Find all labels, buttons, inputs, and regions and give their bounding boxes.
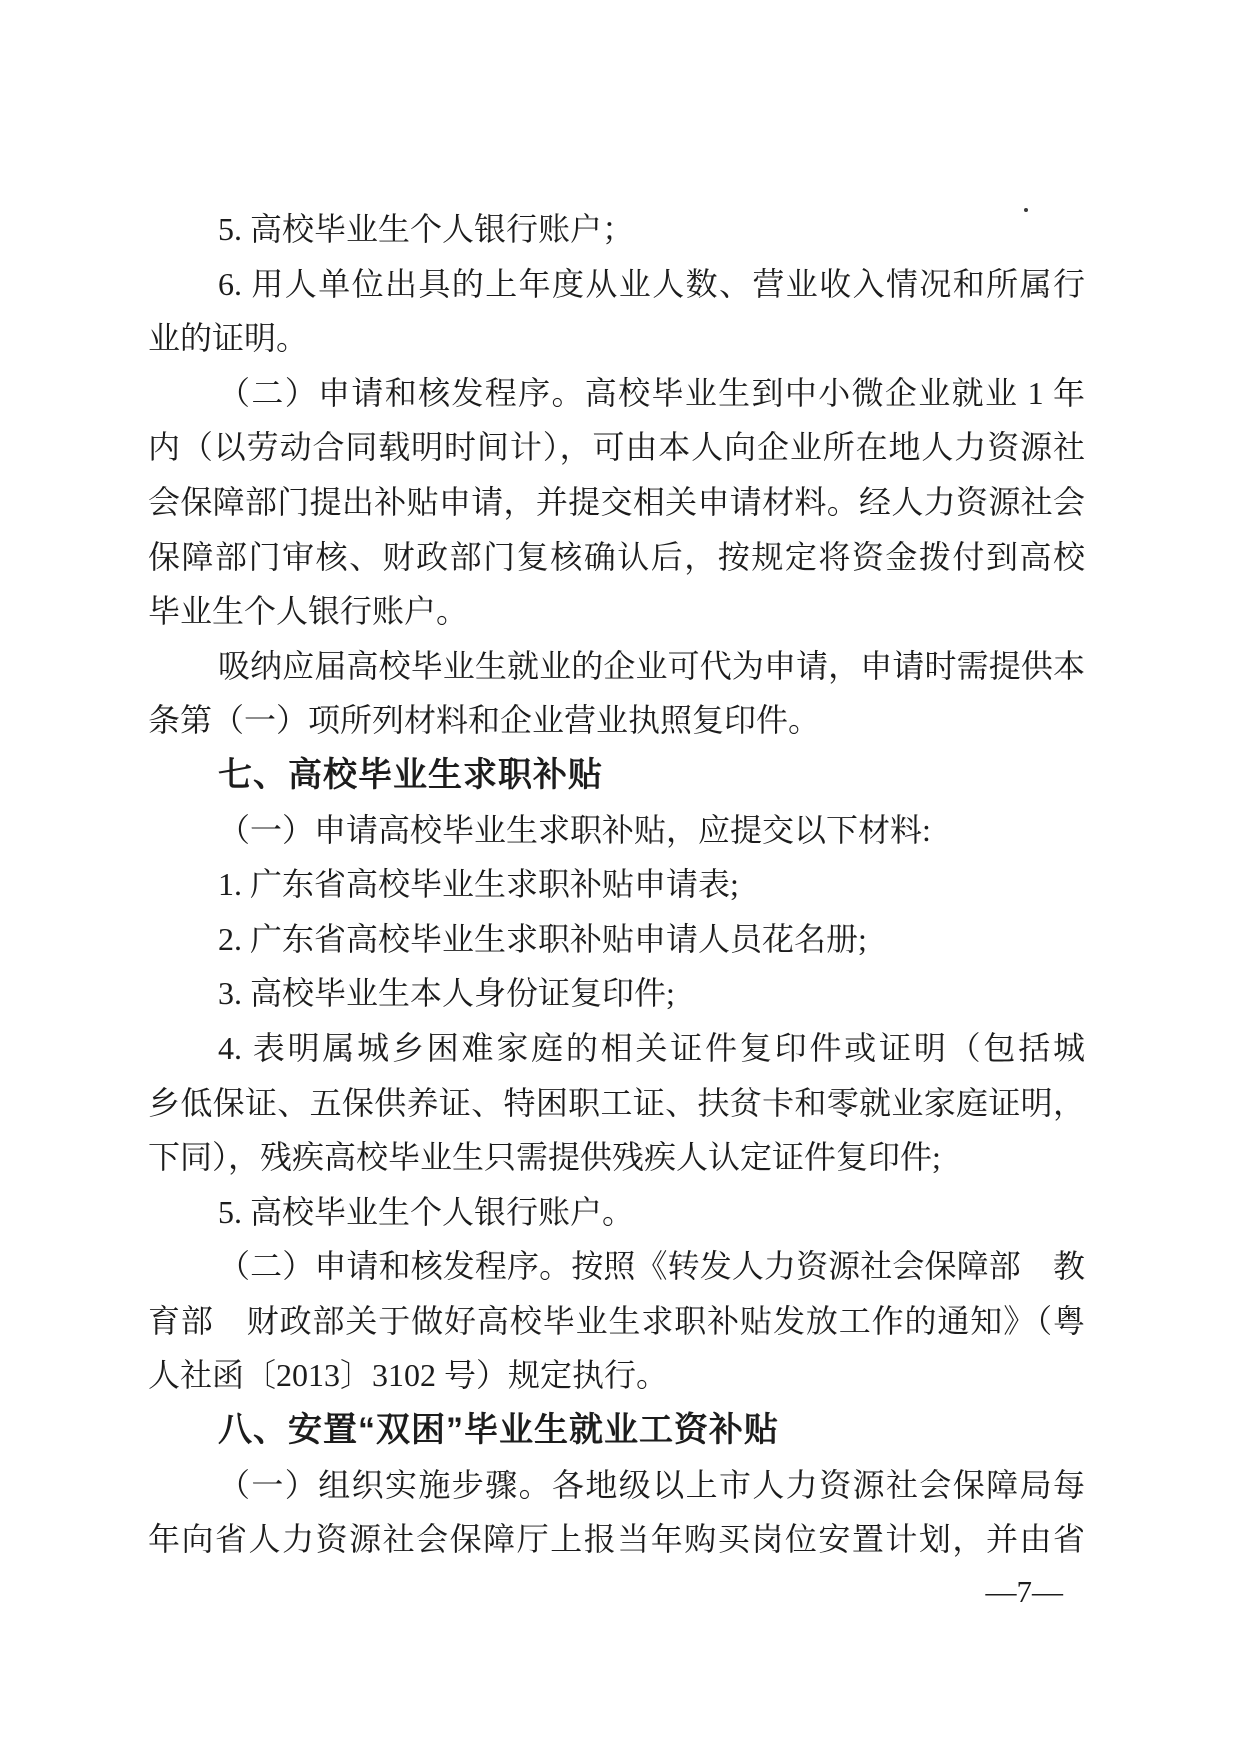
document-body: [148, 202, 1085, 1567]
doc-line: 吸纳应届高校毕业生就业的企业可代为申请，申请时需提供本: [218, 647, 1085, 684]
doc-line: 育部 财政部关于做好高校毕业生求职补贴发放工作的通知》（粤: [148, 1302, 1085, 1339]
doc-line: （二）申请和核发程序。高校毕业生到中小微企业就业 1 年: [218, 374, 1085, 411]
doc-line: 3. 高校毕业生本人身份证复印件;: [218, 975, 675, 1012]
doc-line: 保障部门审核、财政部门复核确认后，按规定将资金拨付到高校: [148, 538, 1085, 575]
doc-line: 6. 用人单位出具的上年度从业人数、营业收入情况和所属行: [218, 265, 1085, 302]
doc-line: （一）组织实施步骤。各地级以上市人力资源社会保障局每: [218, 1466, 1085, 1503]
doc-line: 会保障部门提出补贴申请，并提交相关申请材料。经人力资源社会: [148, 483, 1085, 520]
doc-line: 5. 高校毕业生个人银行账户。: [218, 1193, 635, 1230]
doc-line: （一）申请高校毕业生求职补贴，应提交以下材料:: [218, 811, 931, 848]
doc-line: 5. 高校毕业生个人银行账户；: [218, 211, 635, 247]
doc-line: 2. 广东省高校毕业生求职补贴申请人员花名册;: [218, 920, 867, 957]
doc-line: 4. 表明属城乡困难家庭的相关证件复印件或证明（包括城: [218, 1029, 1085, 1066]
doc-line: 内（以劳动合同载明时间计），可由本人向企业所在地人力资源社: [148, 429, 1085, 466]
doc-line: 下同），残疾高校毕业生只需提供残疾人认定证件复印件;: [148, 1139, 941, 1176]
doc-line: 年向省人力资源社会保障厅上报当年购买岗位安置计划，并由省: [148, 1521, 1085, 1558]
doc-line: （二）申请和核发程序。按照《转发人力资源社会保障部 教: [218, 1248, 1085, 1285]
section-heading: 八、安置“双困”毕业生就业工资补贴: [218, 1411, 779, 1450]
page-number: —7—: [985, 1574, 1063, 1609]
section-heading: 七、高校毕业生求职补贴: [218, 755, 603, 794]
doc-line: 业的证明。: [148, 320, 309, 357]
doc-line: 1. 广东省高校毕业生求职补贴申请表;: [218, 866, 739, 903]
doc-line: 毕业生个人银行账户。: [148, 593, 469, 630]
doc-line: 人社函〔2013〕3102 号）规定执行。: [148, 1357, 669, 1394]
doc-line: 条第（一）项所列材料和企业营业执照复印件。: [148, 702, 821, 739]
doc-line: 乡低保证、五保供养证、特困职工证、扶贫卡和零就业家庭证明，: [148, 1084, 1085, 1121]
